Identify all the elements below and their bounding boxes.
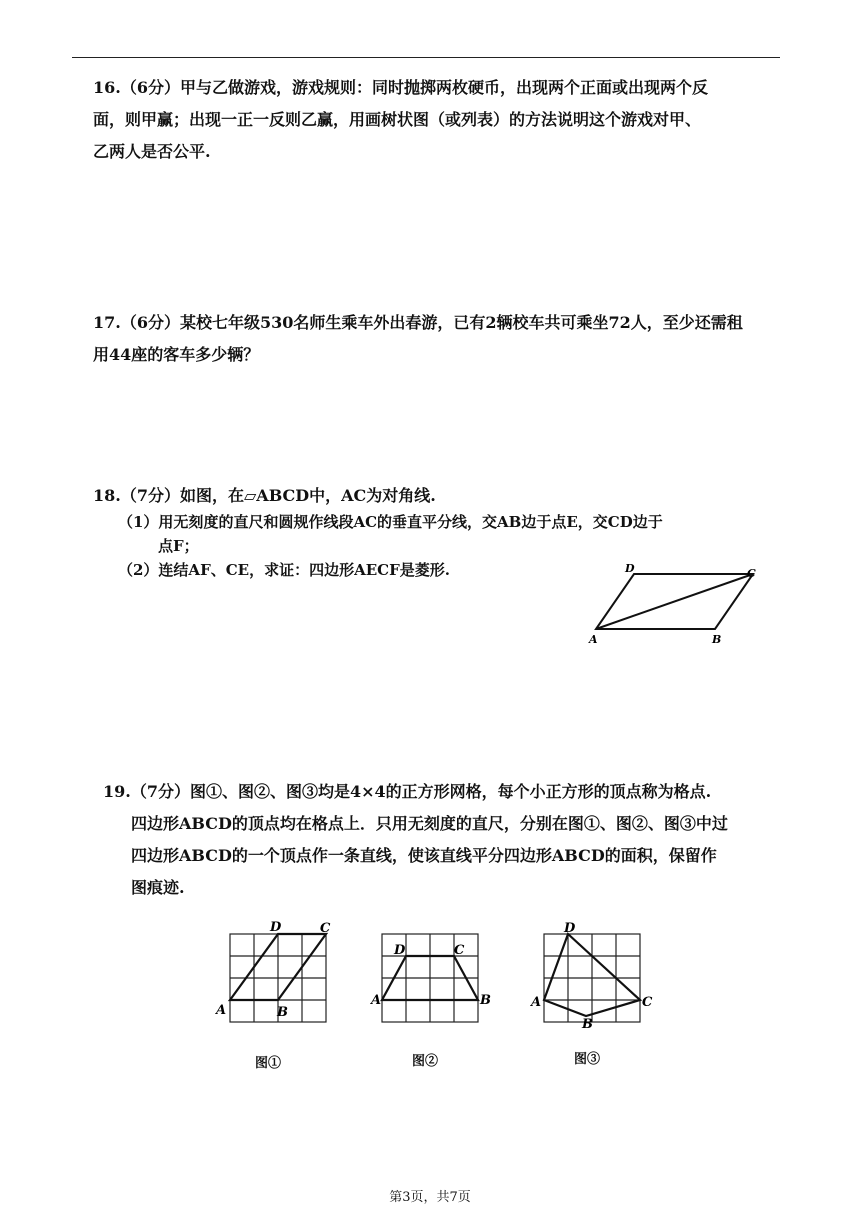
page-footer: 第3页，共7页 [389, 1190, 471, 1205]
q19-line-1: 19.（7分）图①、图②、图③均是4×4的正方形网格，每个小正方形的顶点称为格点. [103, 782, 712, 801]
fig3-label-c: C [642, 995, 653, 1010]
q17-line-1: 17.（6分）某校七年级530名师生乘车外出春游，已有2辆校车共可乘坐72人，至少还需租 [93, 313, 743, 332]
header-rule [72, 57, 780, 58]
q16-line-1: 16.（6分）甲与乙做游戏，游戏规则：同时抛掷两枚硬币，出现两个正面或出现两个反 [93, 78, 708, 97]
fig3-label-d: D [564, 921, 576, 936]
q16-line-3: 乙两人是否公平. [93, 142, 211, 161]
q18-part2: （2）连结AF、CE，求证：四边形AECF是菱形. [118, 561, 450, 579]
fig2-label-a: A [371, 993, 382, 1008]
fig3-label-a: A [531, 995, 542, 1010]
q18-label-c: C [747, 567, 756, 580]
fig1-label-a: A [216, 1003, 227, 1018]
q19-line-2: 四边形ABCD的顶点均在格点上．只用无刻度的直尺，分别在图①、图②、图③中过 [131, 814, 728, 833]
q18-label-b: B [712, 633, 722, 646]
question-18-title [93, 480, 783, 512]
fig2-label-c: C [454, 943, 465, 958]
q16-line-2: 面，则甲赢；出现一正一反则乙赢，用画树状图（或列表）的方法说明这个游戏对甲、 [93, 110, 702, 129]
q19-figure-1 [210, 916, 340, 1028]
q19-line-4: 图痕迹. [131, 878, 185, 897]
grid-4x4 [544, 934, 640, 1022]
q18-part1-line2: 点F； [158, 537, 199, 555]
q18-parallelogram-figure [580, 555, 770, 655]
fig3-label-b: B [582, 1017, 593, 1028]
q18-title: 18.（7分）如图，在▱ABCD中，AC为对角线. [93, 486, 436, 505]
q19-figure-3 [528, 916, 658, 1028]
fig1-label-c: C [320, 921, 331, 936]
fig2-label-b: B [480, 993, 491, 1008]
q18-label-d: D [625, 562, 635, 575]
fig1-label-d: D [270, 920, 282, 935]
fig2-label-d: D [394, 943, 406, 958]
fig1-label-b: B [277, 1005, 288, 1020]
diagonal-ac [596, 574, 753, 629]
question-17 [93, 307, 783, 371]
q19-line-3: 四边形ABCD的一个顶点作一条直线，使该直线平分四边形ABCD的面积，保留作 [131, 846, 717, 865]
question-19 [103, 776, 793, 904]
question-16 [93, 72, 783, 168]
fig1-caption: 图① [255, 1056, 282, 1071]
q19-figure-2 [368, 916, 498, 1028]
q17-line-2: 用44座的客车多少辆？ [93, 345, 260, 364]
fig3-caption: 图③ [574, 1052, 601, 1067]
fig2-caption: 图② [412, 1054, 439, 1069]
q18-part1-line1: （1）用无刻度的直尺和圆规作线段AC的垂直平分线，交AB边于点E，交CD边于 [118, 513, 663, 531]
q18-label-a: A [589, 633, 598, 646]
